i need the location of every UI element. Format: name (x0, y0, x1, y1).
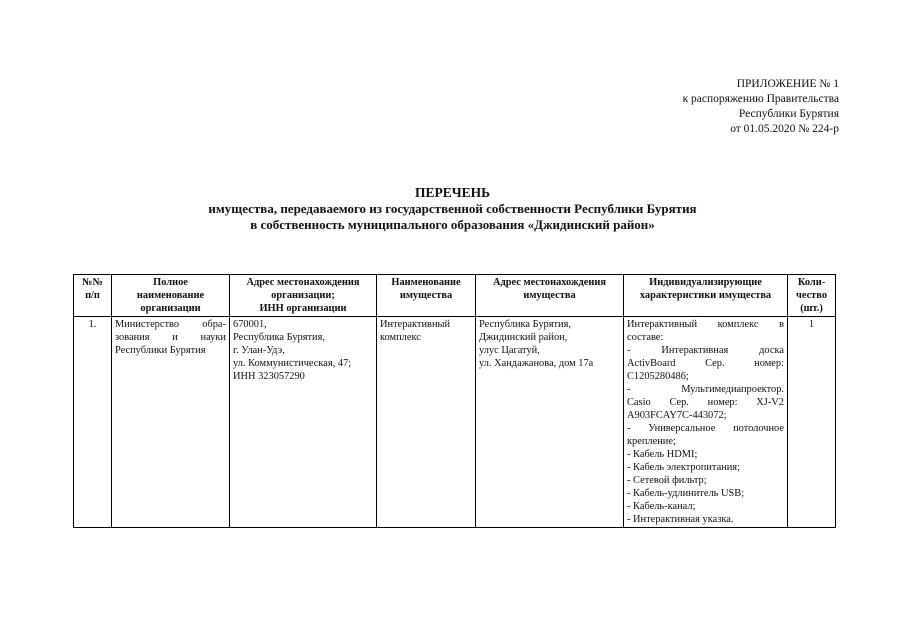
cell-quantity: 1 (788, 317, 836, 528)
header-number: №№ п/п (74, 275, 112, 317)
cell-characteristics: Интерактивный комплекс в составе: - Интерактивная доска ActivBoard Сер. номер: С1205280486; - Мультимедиапроектор. Casio Сер. номер: XJ-V2 А903FCAY7C-443072; - Универсальное потолочное крепление; - Кабель HDMI; - Кабель электропитания; - Сетевой фильтр; - Кабель-удлинитель USB; - Кабель-канал; - Интерактивная указка. (624, 317, 788, 528)
appendix-line: к распоряжению Правительства (682, 93, 839, 105)
cell-number: 1. (74, 317, 112, 528)
appendix-line: ПРИЛОЖЕНИЕ № 1 (736, 78, 839, 90)
title-line: имущества, передаваемого из государственной собственности Республики Бурятия (208, 201, 697, 216)
appendix-header (683, 77, 839, 137)
cell-org-address: 670001, Республика Бурятия, г. Улан-Удэ, ул. Коммунистическая, 47; ИНН 323057290 (230, 317, 377, 528)
title-line: ПЕРЕЧЕНЬ (414, 185, 491, 200)
cell-property-address: Республика Бурятия, Джидинский район, улус Цагатуй, ул. Хандажанова, дом 17а (476, 317, 624, 528)
header-property-name: Наименование имущества (377, 275, 476, 317)
header-organization: Полное наименование организации (112, 275, 230, 317)
title-line: в собственность муниципального образования «Джидинский район» (250, 217, 655, 232)
cell-organization: Министерство обра- зования и науки Республики Бурятия (112, 317, 230, 528)
header-characteristics: Индивидуализирующие характеристики имущества (624, 275, 788, 317)
header-quantity: Коли- чество (шт.) (788, 275, 836, 317)
document-title (0, 185, 905, 233)
table-row (74, 317, 836, 528)
header-property-address: Адрес местонахождения имущества (476, 275, 624, 317)
cell-property-name: Интерактивный комплекс (377, 317, 476, 528)
appendix-line: Республики Бурятия (738, 108, 839, 120)
header-org-address: Адрес местонахождения организации; ИНН организации (230, 275, 377, 317)
table-header-row (74, 275, 836, 317)
property-table (73, 274, 836, 528)
appendix-line: от 01.05.2020 № 224-р (730, 123, 839, 135)
